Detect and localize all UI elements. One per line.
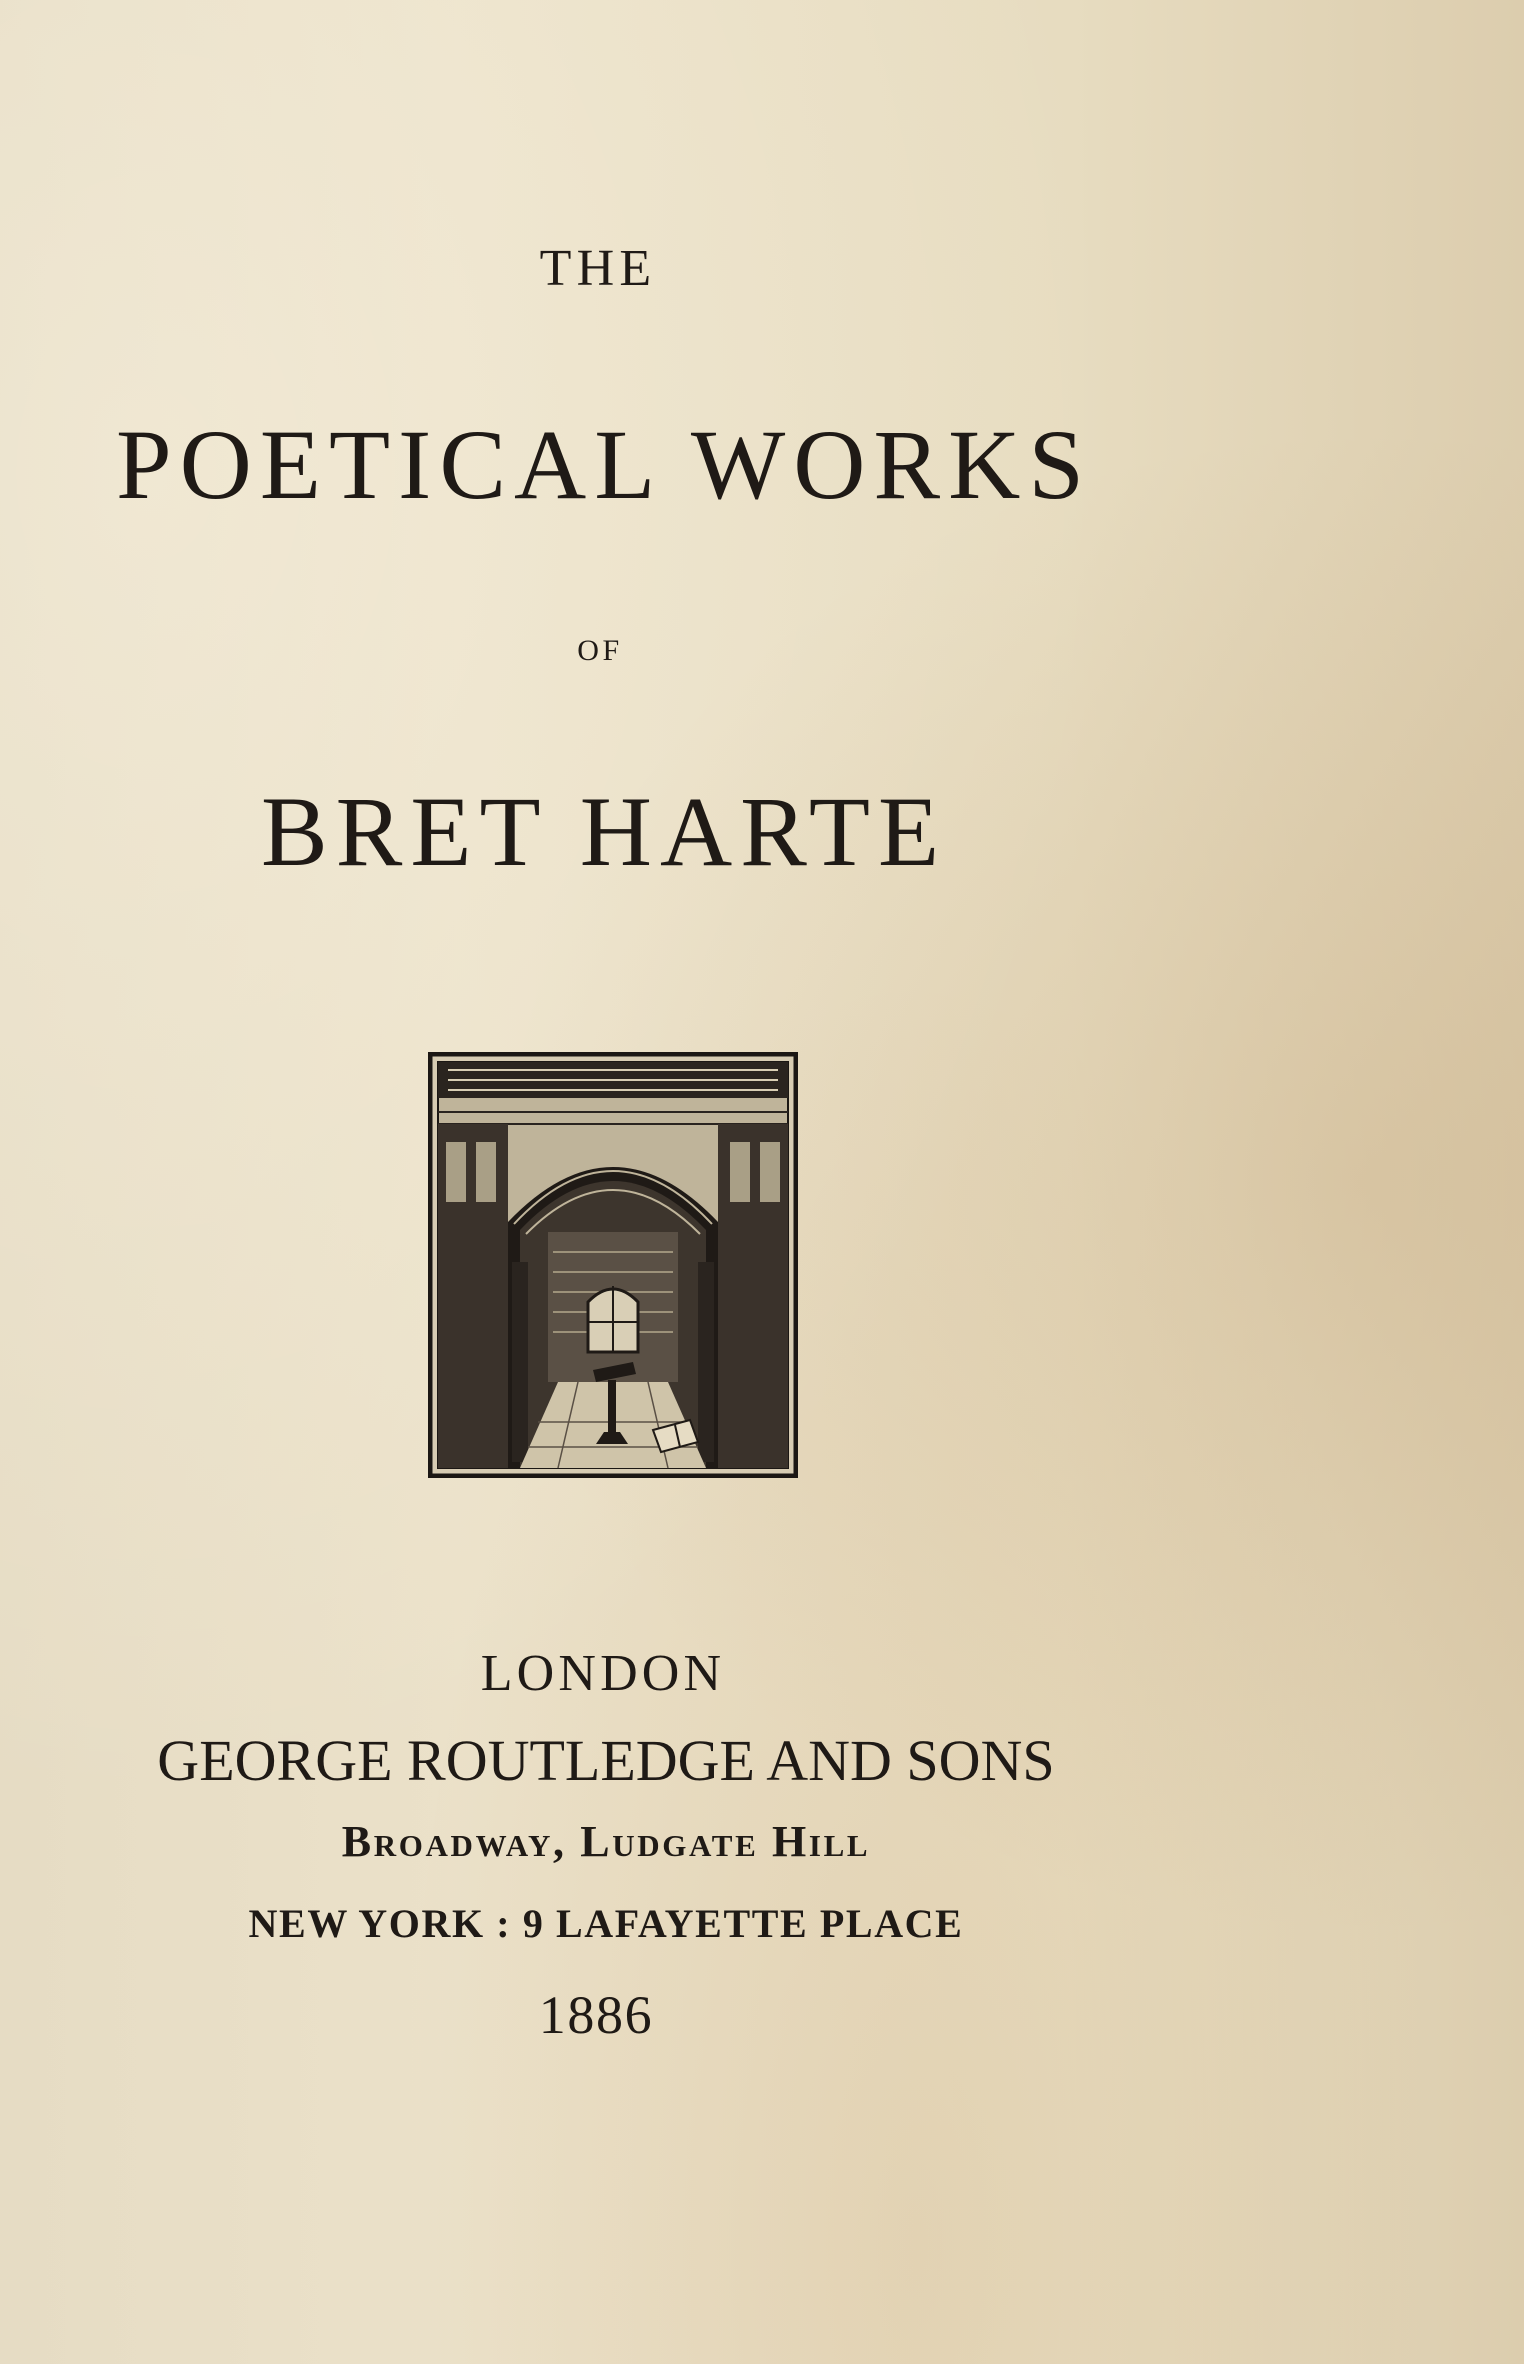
engraved-library-interior-icon [428,1052,798,1478]
imprint-publisher: GEORGE ROUTLEDGE AND SONS [157,1728,1055,1793]
title-article: THE [539,240,657,297]
book-title: POETICAL WORKS [116,409,1092,520]
title-of: OF [577,634,623,667]
imprint-street: Broadway, Ludgate Hill [341,1817,871,1866]
imprint-city: LONDON [480,1645,726,1702]
imprint-new-york: NEW YORK : 9 LAFAYETTE PLACE [248,1901,964,1946]
author-name: BRET HARTE [260,776,948,887]
imprint-year: 1886 [538,1985,654,2045]
